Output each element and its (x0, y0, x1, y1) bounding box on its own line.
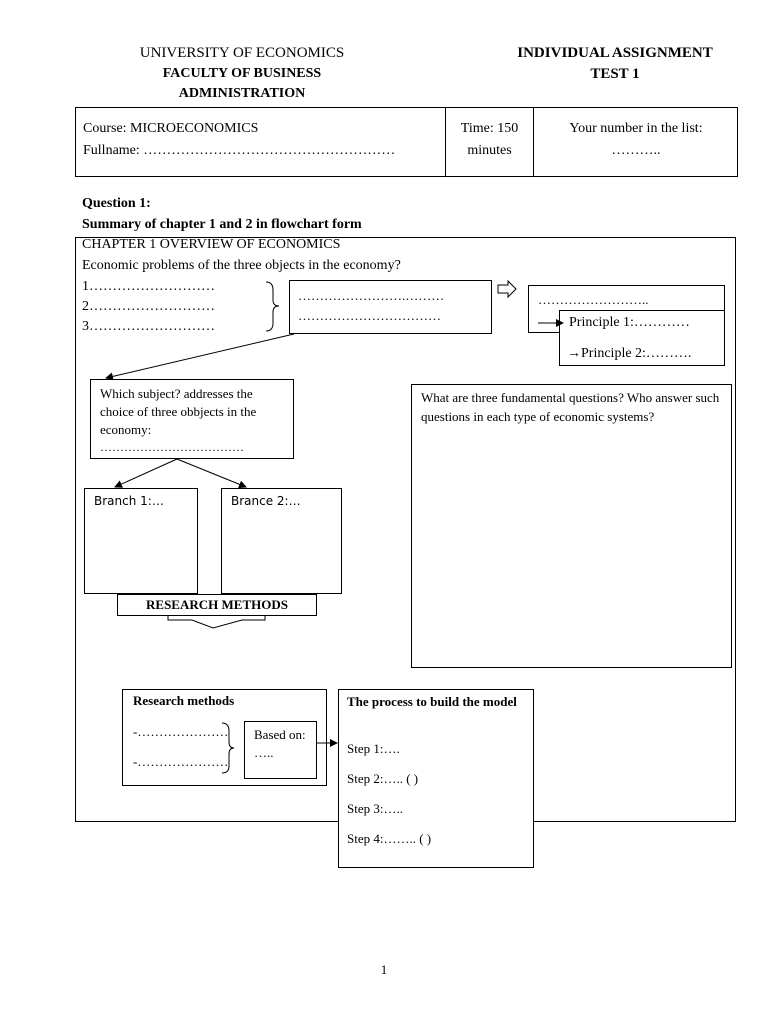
problems-brace (266, 282, 279, 331)
course-label: Course: MICROECONOMICS (83, 121, 259, 136)
principle-1: Principle 1:………… (569, 315, 690, 330)
question-title: Question 1: (82, 196, 151, 211)
faculty-name-line2: ADMINISTRATION (178, 86, 306, 101)
banner-down-arrow (168, 616, 265, 628)
question-subtitle: Summary of chapter 1 and 2 in flowchart form (82, 217, 362, 232)
hollow-right-arrow-icon (498, 281, 516, 297)
problem-item-3[interactable]: 3……………………… (82, 319, 215, 334)
time-label: Time: 150 (460, 121, 519, 136)
subject-to-branch1-arrow (115, 459, 177, 487)
faculty-name-line1: FACULTY OF BUSINESS (162, 66, 322, 81)
list-number-label: Your number in the list: (569, 121, 703, 136)
subject-answer-line: ……………………………… (100, 440, 244, 454)
answer-line-1: …………………….……… (298, 288, 445, 303)
process-step-2[interactable]: Step 2:….. ( ) (347, 771, 419, 786)
list-number-field[interactable]: ……….. (611, 143, 661, 158)
problem-item-1[interactable]: 1……………………… (82, 279, 215, 294)
branch-1-label: Branch 1:… (94, 494, 164, 508)
process-step-4[interactable]: Step 4:…….. ( ) (347, 831, 432, 846)
method-2[interactable]: -………………… (133, 754, 229, 769)
methods-brace (222, 723, 234, 773)
based-on-label: Based on: ….. (254, 727, 306, 760)
answer-line-2: …………………………… (298, 308, 441, 323)
fullname-field[interactable]: Fullname: ……………………………………………… (83, 143, 396, 158)
chapter-title: CHAPTER 1 OVERVIEW OF ECONOMICS (82, 237, 341, 252)
method-1[interactable]: -………………… (133, 724, 229, 739)
university-name: UNIVERSITY OF ECONOMICS (139, 45, 345, 61)
assignment-title: INDIVIDUAL ASSIGNMENT (517, 45, 713, 61)
research-methods-banner-label: RESEARCH METHODS (146, 597, 288, 612)
research-methods-title: Research methods (133, 693, 235, 708)
subject-question: Which subject? addresses the choice of three obbjects in the economy: (100, 386, 257, 437)
process-step-3[interactable]: Step 3:….. (347, 801, 403, 816)
model-process-title: The process to build the model (347, 694, 517, 709)
result-line: …………………….. (538, 292, 649, 307)
time-unit: minutes (467, 143, 512, 158)
problem-item-2[interactable]: 2……………………… (82, 299, 215, 314)
branch-2-label: Brance 2:… (231, 494, 301, 508)
subject-to-branch2-arrow (177, 459, 246, 487)
fundamental-questions-text: What are three fundamental questions? Who answer such questions in each type of economic systems? (421, 390, 720, 424)
economic-problems-prompt: Economic problems of the three objects in the economy? (82, 258, 401, 273)
process-step-1[interactable]: Step 1:…. (347, 741, 400, 756)
test-label: TEST 1 (590, 66, 640, 82)
page-number: 1 (380, 962, 388, 977)
principle-2: →Principle 2:………. (567, 346, 692, 361)
answer-to-subject-arrow (106, 334, 294, 378)
